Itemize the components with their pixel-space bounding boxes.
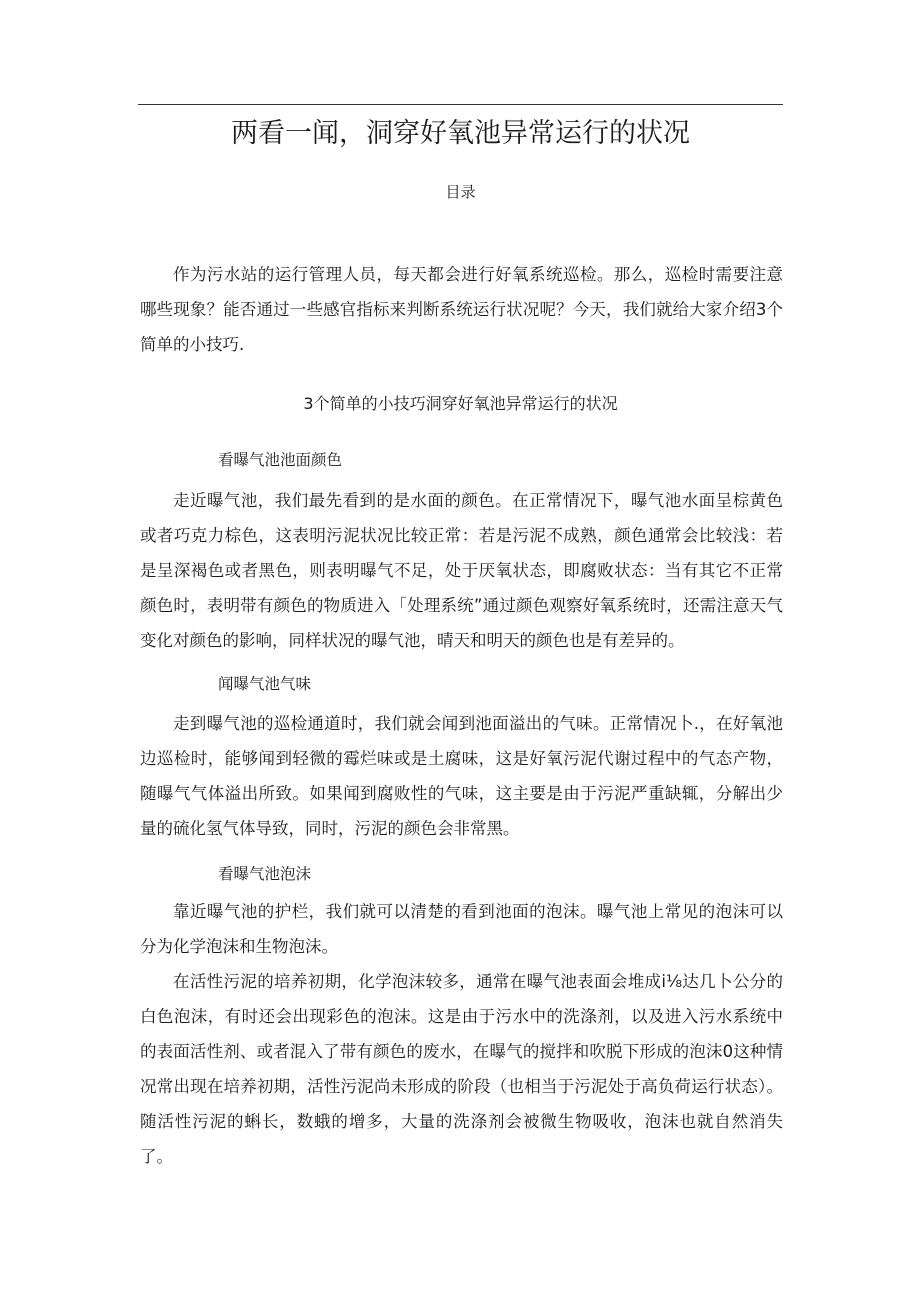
subheading-smell: 闻曝气池气味	[218, 675, 312, 693]
subheading-foam: 看曝气池泡沫	[218, 865, 312, 883]
toc-label: 目录	[445, 183, 476, 201]
document-title: 两看一闻，洞穿好氧池异常运行的状况	[231, 118, 690, 149]
paragraph-color: 走近曝气池，我们最先看到的是水面的颜色。在正常情况下，曝气池水面呈棕黄色或者巧克力棕色，这表明污泥状况比较正常：若是污泥不成熟，颜色通常会比较浅：若是呈深褐色或者黑色，则表明曝气不足，处于厌氧状态，即腐败状态：当有其它不正常颜色时，表明带有颜色的物质进入「处理系统”通过颜色观察好氧系统时，还需注意天气变化对颜色的影响，同样状况的曝气池，晴天和明天的颜色也是有差异的。	[140, 491, 783, 650]
paragraph-foam-detail: 在活性污泥的培养初期，化学泡沫较多，通常在曝气池表面会堆成i⅛达几卜公分的白色泡沫，有时还会出现彩色的泡沫。这是由于污水中的洗涤剂，以及进入污水系统中的表面活性剂、或者混入了带有颜色的废水，在曝气的搅拌和吹脱下形成的泡沫0这种情况常出现在培养初期，活性污泥尚未形成的阶段（也相当于污泥处于高负荷运行状态）。随活性污泥的蝌长，数蛾的增多，大量的洗涤剂会被微生物吸收，泡沫也就自然消失了。	[140, 972, 783, 1166]
subheading-color: 看曝气池池面颜色	[218, 451, 343, 469]
section-heading: 3个简单的小技巧洞穿好氧池异常运行的状况	[303, 394, 618, 413]
paragraph-foam-intro: 靠近曝气池的护栏，我们就可以清楚的看到池面的泡沫。曝气池上常见的泡沫可以分为化学泡沫和生物泡沫。	[140, 902, 783, 956]
header-rule	[138, 104, 783, 105]
paragraph-smell: 走到曝气池的巡检通道时，我们就会闻到池面溢出的气味。正常情况卜.，在好氧池边巡检时，能够闻到轻微的霉烂味或是土腐味，这是好氧污泥代谢过程中的气态产物，随曝气气体溢出所致。如果闻到腐败性的气味，这主要是由于污泥严重缺辄，分解出少量的硫化氢气体导致，同时，污泥的颜色会非常黑。	[140, 714, 783, 838]
intro-paragraph: 作为污水站的运行管理人员，每天都会进行好氧系统巡检。那么，巡检时需要注意哪些现象？能否通过一些感官指标来判断系统运行状况呢？今天，我们就给大家介绍3个简单的小技巧.	[140, 265, 783, 354]
